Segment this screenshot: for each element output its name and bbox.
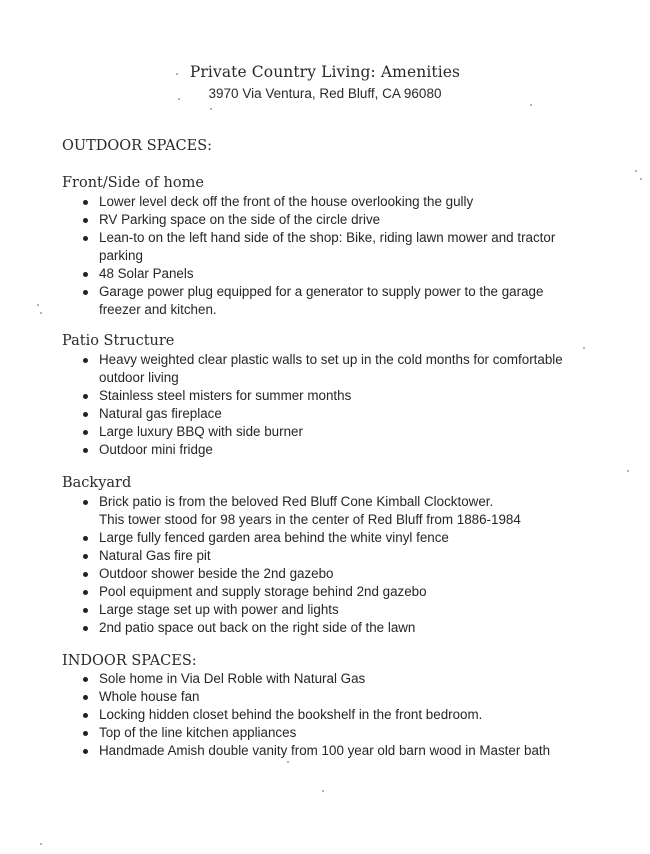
indoor-spaces-list (80, 670, 580, 760)
list-item: Stainless steel misters for summer months (80, 387, 580, 405)
property-address: 3970 Via Ventura, Red Bluff, CA 96080 (208, 86, 442, 101)
scan-speck (40, 312, 42, 314)
scan-speck (287, 761, 289, 763)
list-item: Heavy weighted clear plastic walls to set up in the cold months for comfortable outdoor living (80, 351, 580, 387)
list-item: Whole house fan (80, 688, 580, 706)
list-item: Large fully fenced garden area behind the white vinyl fence (80, 529, 580, 547)
brick-patio-line-1: Brick patio is from the beloved Red Bluff Cone Kimball Clocktower. (99, 494, 494, 509)
scan-speck (37, 304, 39, 306)
list-item: Outdoor shower beside the 2nd gazebo (80, 565, 580, 583)
scan-speck (40, 843, 42, 845)
list-item: Large stage set up with power and lights (80, 601, 580, 619)
list-item: 2nd patio space out back on the right side of the lawn (80, 619, 580, 637)
list-item: Outdoor mini fridge (80, 441, 580, 459)
outdoor-spaces-heading: OUTDOOR SPACES: (62, 138, 213, 154)
list-item: Lower level deck off the front of the house overlooking the gully (80, 193, 580, 211)
scan-speck (640, 178, 642, 180)
front-side-heading: Front/Side of home (62, 175, 204, 191)
list-item: Pool equipment and supply storage behind 2nd gazebo (80, 583, 580, 601)
scan-speck (583, 347, 585, 349)
list-item: Natural gas fireplace (80, 405, 580, 423)
list-item: Garage power plug equipped for a generator to supply power to the garage freezer and kitchen. (80, 283, 580, 319)
scan-speck (176, 73, 178, 75)
list-item: Top of the line kitchen appliances (80, 724, 580, 742)
list-item: Lean-to on the left hand side of the shop: Bike, riding lawn mower and tractor parking (80, 229, 580, 265)
scan-speck (627, 470, 629, 472)
scan-speck (210, 108, 212, 110)
backyard-heading: Backyard (62, 475, 132, 491)
list-item: Sole home in Via Del Roble with Natural Gas (80, 670, 580, 688)
scan-speck (530, 104, 532, 106)
list-item: Locking hidden closet behind the bookshelf in the front bedroom. (80, 706, 580, 724)
patio-structure-list (80, 351, 580, 459)
scan-speck (178, 98, 180, 100)
list-item: Natural Gas fire pit (80, 547, 580, 565)
list-item: RV Parking space on the side of the circle drive (80, 211, 580, 229)
list-item (80, 493, 580, 529)
scan-speck (635, 170, 637, 172)
list-item: Large luxury BBQ with side burner (80, 423, 580, 441)
indoor-spaces-heading: INDOOR SPACES: (62, 653, 197, 669)
brick-patio-line-2: This tower stood for 98 years in the center of Red Bluff from 1886-1984 (99, 512, 521, 527)
page-title: Private Country Living: Amenities (189, 63, 461, 81)
list-item: 48 Solar Panels (80, 265, 580, 283)
scan-speck (322, 790, 324, 792)
patio-structure-heading: Patio Structure (62, 333, 175, 349)
backyard-list (80, 493, 580, 637)
front-side-list (80, 193, 580, 319)
list-item: Handmade Amish double vanity from 100 year old barn wood in Master bath (80, 742, 580, 760)
